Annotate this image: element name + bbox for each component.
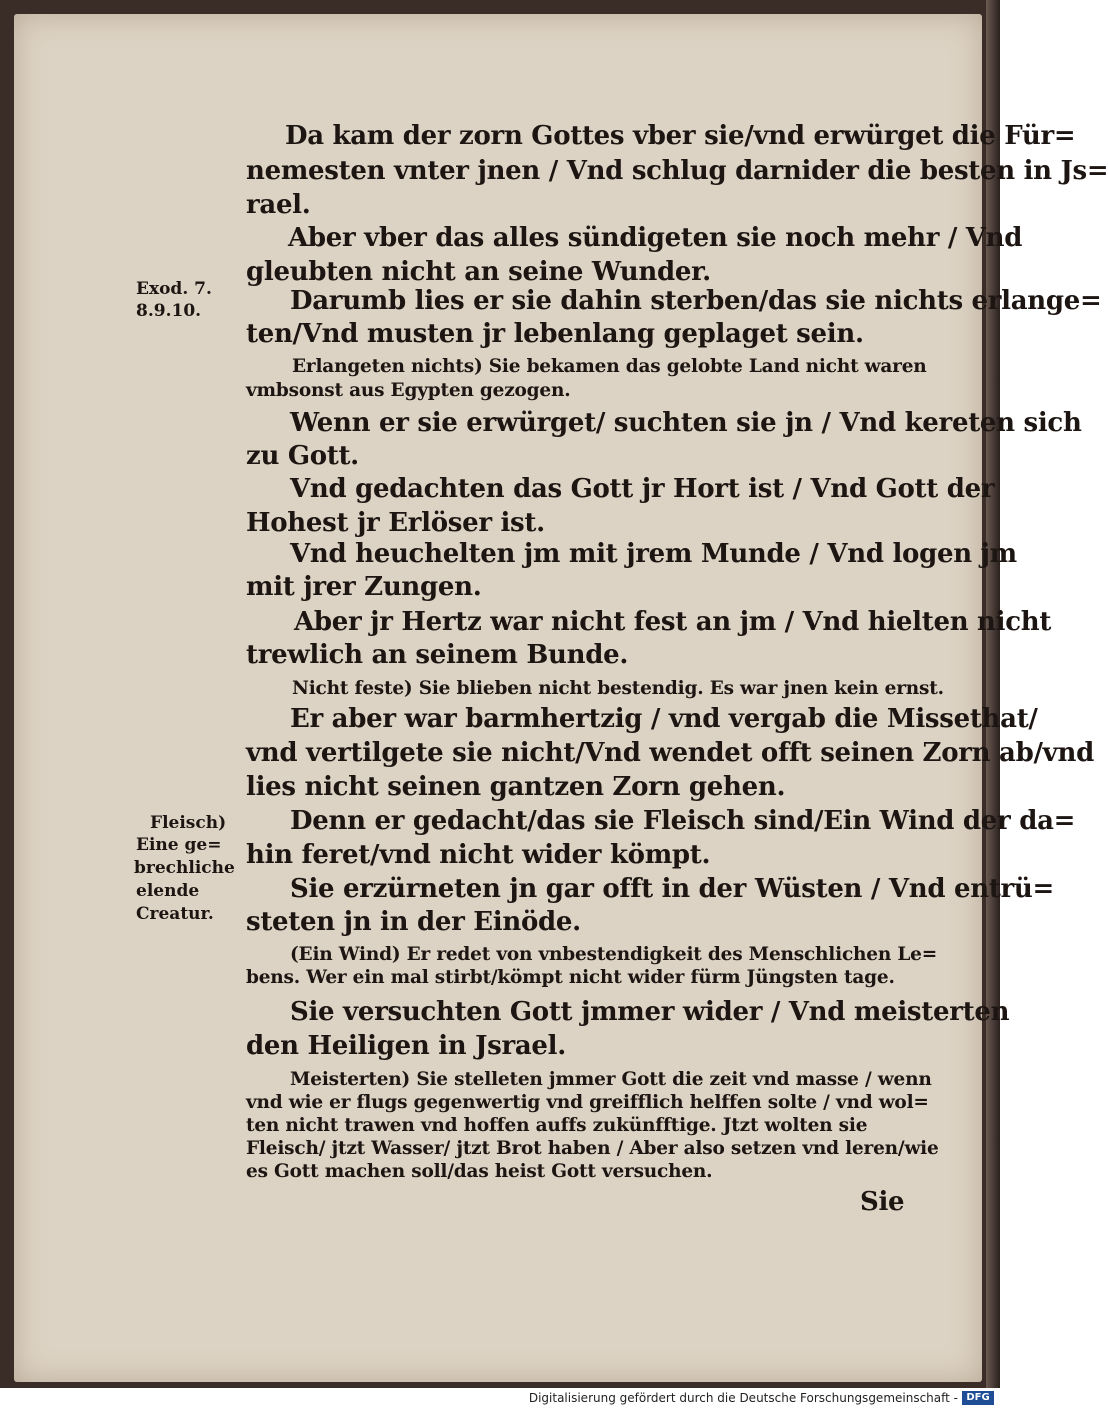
gloss-line: Fleisch/ jtzt Wasser/ jtzt Brot haben / Aber also setzen vnd leren/wie [246,1138,939,1159]
text-line: gleubten nicht an seine Wunder. [246,257,711,287]
text-line: Er aber war barmhertzig / vnd vergab die Missethat/ [290,704,1038,734]
text-line: Wenn er sie erwürget/ suchten sie jn / Vnd kereten sich [290,408,1082,438]
text-line: vnd vertilgete sie nicht/Vnd wendet offt seinen Zorn ab/vnd [246,738,1094,768]
margin-note-exod: Exod. 7. [136,279,212,299]
text-line: hin feret/vnd nicht wider kömpt. [246,840,711,870]
text-line: Aber vber das alles sündigeten sie noch mehr / Vnd [288,223,1023,253]
text-line: mit jrer Zungen. [246,572,482,602]
text-line: den Heiligen in Jsrael. [246,1031,566,1061]
text-line: zu Gott. [246,441,359,471]
text-line: ten/Vnd musten jr lebenlang geplaget sein. [246,319,864,349]
gloss-line: vmbsonst aus Egypten gezogen. [246,380,571,401]
footer-bar [0,1388,1000,1409]
gloss-line: Erlangeten nichts) Sie bekamen das gelobte Land nicht waren [292,356,927,377]
text-line: trewlich an seinem Bunde. [246,640,629,670]
footer-credit: Digitalisierung gefördert durch die Deutsche Forschungsgemeinschaft - [528,1391,958,1405]
text-line: rael. [246,190,311,220]
text-line: Sie erzürneten jn gar offt in der Wüsten / Vnd entrü= [290,874,1055,904]
gloss-line: vnd wie er flugs gegenwertig vnd greifflich helffen solte / vnd wol= [246,1092,929,1113]
text-line: lies nicht seinen gantzen Zorn gehen. [246,772,786,802]
margin-note-exod: 8.9.10. [136,301,202,321]
gloss-line: Nicht feste) Sie blieben nicht bestendig. Es war jnen kein ernst. [292,678,944,699]
text-line: Sie versuchten Gott jmmer wider / Vnd meisterten [290,997,1010,1027]
margin-note-fleisch: elende [136,881,200,901]
book-page [14,14,1108,1382]
text-line: Da kam der zorn Gottes vber sie/vnd erwürget die Für= [285,121,1076,151]
gloss-line: (Ein Wind) Er redet von vnbestendigkeit des Menschlichen Le= [290,944,937,965]
gloss-line: bens. Wer ein mal stirbt/kömpt nicht wider fürm Jüngsten tage. [246,967,895,988]
text-line: Hohest jr Erlöser ist. [246,508,545,538]
gloss-line: ten nicht trawen vnd hoffen auffs zukünfftige. Jtzt wolten sie [246,1115,868,1136]
text-line: Denn er gedacht/das sie Fleisch sind/Ein Wind der da= [290,806,1076,836]
margin-note-fleisch: brechliche [134,858,235,878]
scan-edge [986,0,1000,1388]
text-line: Vnd gedachten das Gott jr Hort ist / Vnd Gott der [290,474,995,504]
text-line: steten jn in der Einöde. [246,907,581,937]
margin-note-fleisch: Creatur. [136,904,214,924]
text-line: Vnd heuchelten jm mit jrem Munde / Vnd logen jm [290,539,1017,569]
margin-note-fleisch: Fleisch) [150,813,227,833]
gloss-line: Meisterten) Sie stelleten jmmer Gott die zeit vnd masse / wenn [290,1069,932,1090]
text-line: Darumb lies er sie dahin sterben/das sie nichts erlange= [290,286,1102,316]
margin-note-fleisch: Eine ge= [136,835,222,855]
gloss-line: es Gott machen soll/das heist Gott versuchen. [246,1161,713,1182]
dfg-logo[interactable]: DFG [962,1391,994,1405]
text-line: Aber jr Hertz war nicht fest an jm / Vnd hielten nicht [294,607,1052,637]
text-line: nemesten vnter jnen / Vnd schlug darnider die besten in Js= [246,156,1108,186]
catchword: Sie [860,1187,905,1217]
